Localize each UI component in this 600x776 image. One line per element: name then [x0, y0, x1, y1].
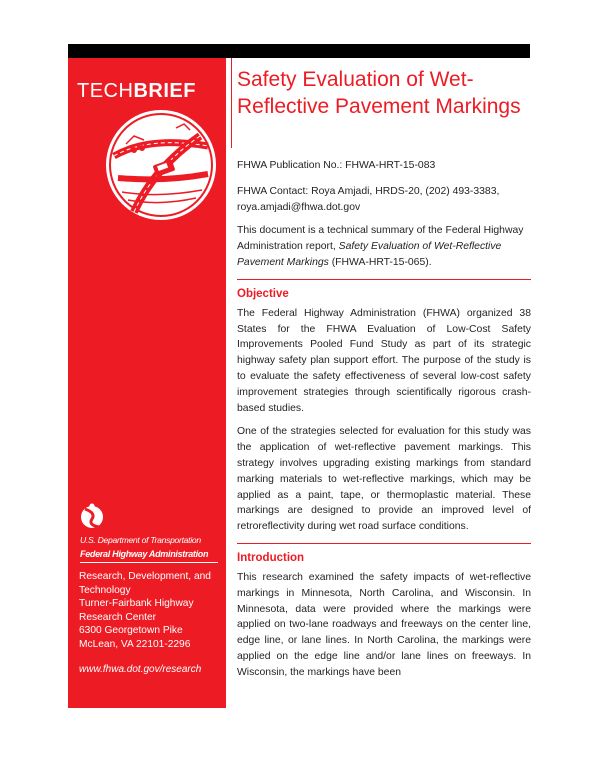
top-black-bar: [68, 44, 530, 58]
document-title: Safety Evaluation of Wet-Reflective Pavement Markings: [237, 68, 521, 118]
usdot-logo-icon: [80, 503, 104, 531]
introduction-heading: Introduction: [237, 551, 305, 564]
techbrief-brief: BRIEF: [133, 80, 196, 102]
report-title: Safety Evaluation of Wet-Reflective Pavement Markings: [237, 241, 502, 268]
contact-info: [237, 184, 531, 216]
contact-email[interactable]: roya.amjadi@fhwa.dot.gov: [237, 201, 361, 213]
objective-heading: Objective: [237, 287, 289, 300]
objective-paragraph-2: One of the strategies selected for evaluation for this study was the application of wet-reflective pavement markings. This strategy involves upgrading existing markings from standard marking materials to wet-reflective markings, which may be applied as a paint, tape, or thermoplastic material. These markings are designed to provide an improved level of retroreflectivity during wet road surface conditions.: [237, 426, 531, 533]
summary-suffix: (FHWA-HRT-15-065).: [328, 256, 432, 268]
office-name: Research, Development, and Technology: [79, 571, 211, 596]
center-name: Turner-Fairbank Highway Research Center: [79, 598, 194, 623]
contact-line-1: FHWA Contact: Roya Amjadi, HRDS-20, (202) 493-3383,: [237, 185, 500, 197]
administration-name: Federal Highway Administration: [80, 549, 209, 559]
highway-interchange-emblem-icon: [104, 108, 218, 222]
street-address: 6300 Georgetown Pike: [79, 625, 183, 636]
main-content: [237, 158, 531, 689]
website-link[interactable]: www.fhwa.dot.gov/research: [79, 664, 202, 675]
techbrief-tech: TECH: [77, 80, 134, 102]
objective-paragraph-1: The Federal Highway Administration (FHWA) organized 38 States for the FHWA Evaluation of Low-Cost Safety Improvements Pooled Fund Study as part of its strategic highway safety plan support effort. The purpose of the study is to evaluate the safety effectiveness of several low-cost safety improvement strategies through scientifically rigorous crash-based studies.: [237, 307, 531, 414]
publication-number: FHWA Publication No.: FHWA-HRT-15-083: [237, 160, 436, 171]
introduction-paragraph-1: This research examined the safety impacts of wet-reflective markings in Minnesota, North Carolina, and Wisconsin. In Minnesota, data were provided where the markings were applied on two-lane roadways and freeways on the center line, edge line, or lane lines. In North Carolina, the markings were applied on the edge line and/or lane lines on freeways. In Wisconsin, the markings have been: [237, 571, 531, 678]
usdot-wordmark: [80, 534, 208, 560]
sidebar-divider: [80, 562, 218, 563]
sidebar-address: [79, 570, 221, 651]
section-divider: [237, 279, 531, 280]
summary-paragraph: [237, 223, 531, 270]
department-name: U.S. Department of Transportation: [80, 535, 201, 545]
techbrief-logo: [77, 80, 196, 102]
summary-prefix: This document is a technical summary of the Federal Highway Administration report,: [237, 225, 524, 253]
section-divider-2: [237, 543, 531, 544]
city-address: McLean, VA 22101-2296: [79, 638, 191, 650]
title-divider: [231, 58, 232, 148]
